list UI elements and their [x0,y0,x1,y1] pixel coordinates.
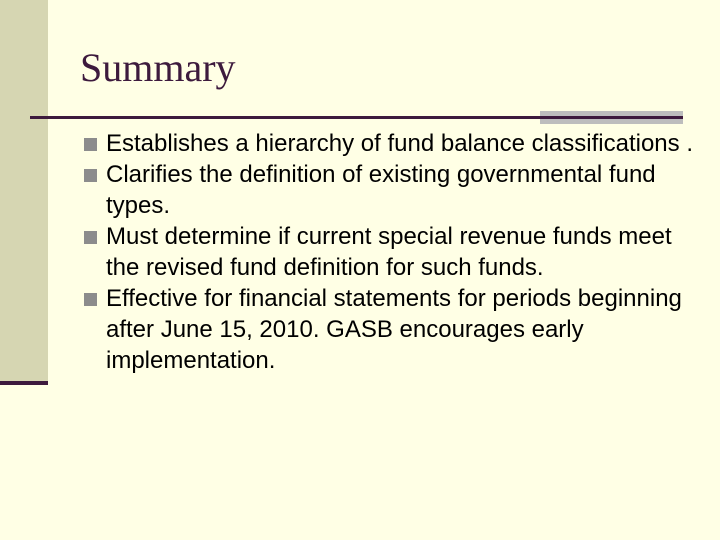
title-rule-accent-line [540,116,683,119]
bullet-text: Establishes a hierarchy of fund balance classifications . [106,130,693,157]
square-bullet-icon [84,293,97,306]
bullet-text: Clarifies the definition of existing governmental fund types. [106,161,656,219]
bullet-item [82,221,702,283]
square-bullet-icon [84,231,97,244]
bullet-item [82,159,702,221]
side-decor-underline [0,381,48,385]
bullet-item [82,128,702,159]
side-decor-bar [0,0,48,383]
bullet-list [82,128,702,376]
bullet-text: Must determine if current special revenue funds meet the revised fund definition for such funds. [106,223,672,281]
square-bullet-icon [84,169,97,182]
bullet-text: Effective for financial statements for periods beginning after June 15, 2010. GASB encourages early implementation. [106,285,682,374]
bullet-item [82,283,702,376]
slide-title: Summary [80,45,236,90]
square-bullet-icon [84,138,97,151]
